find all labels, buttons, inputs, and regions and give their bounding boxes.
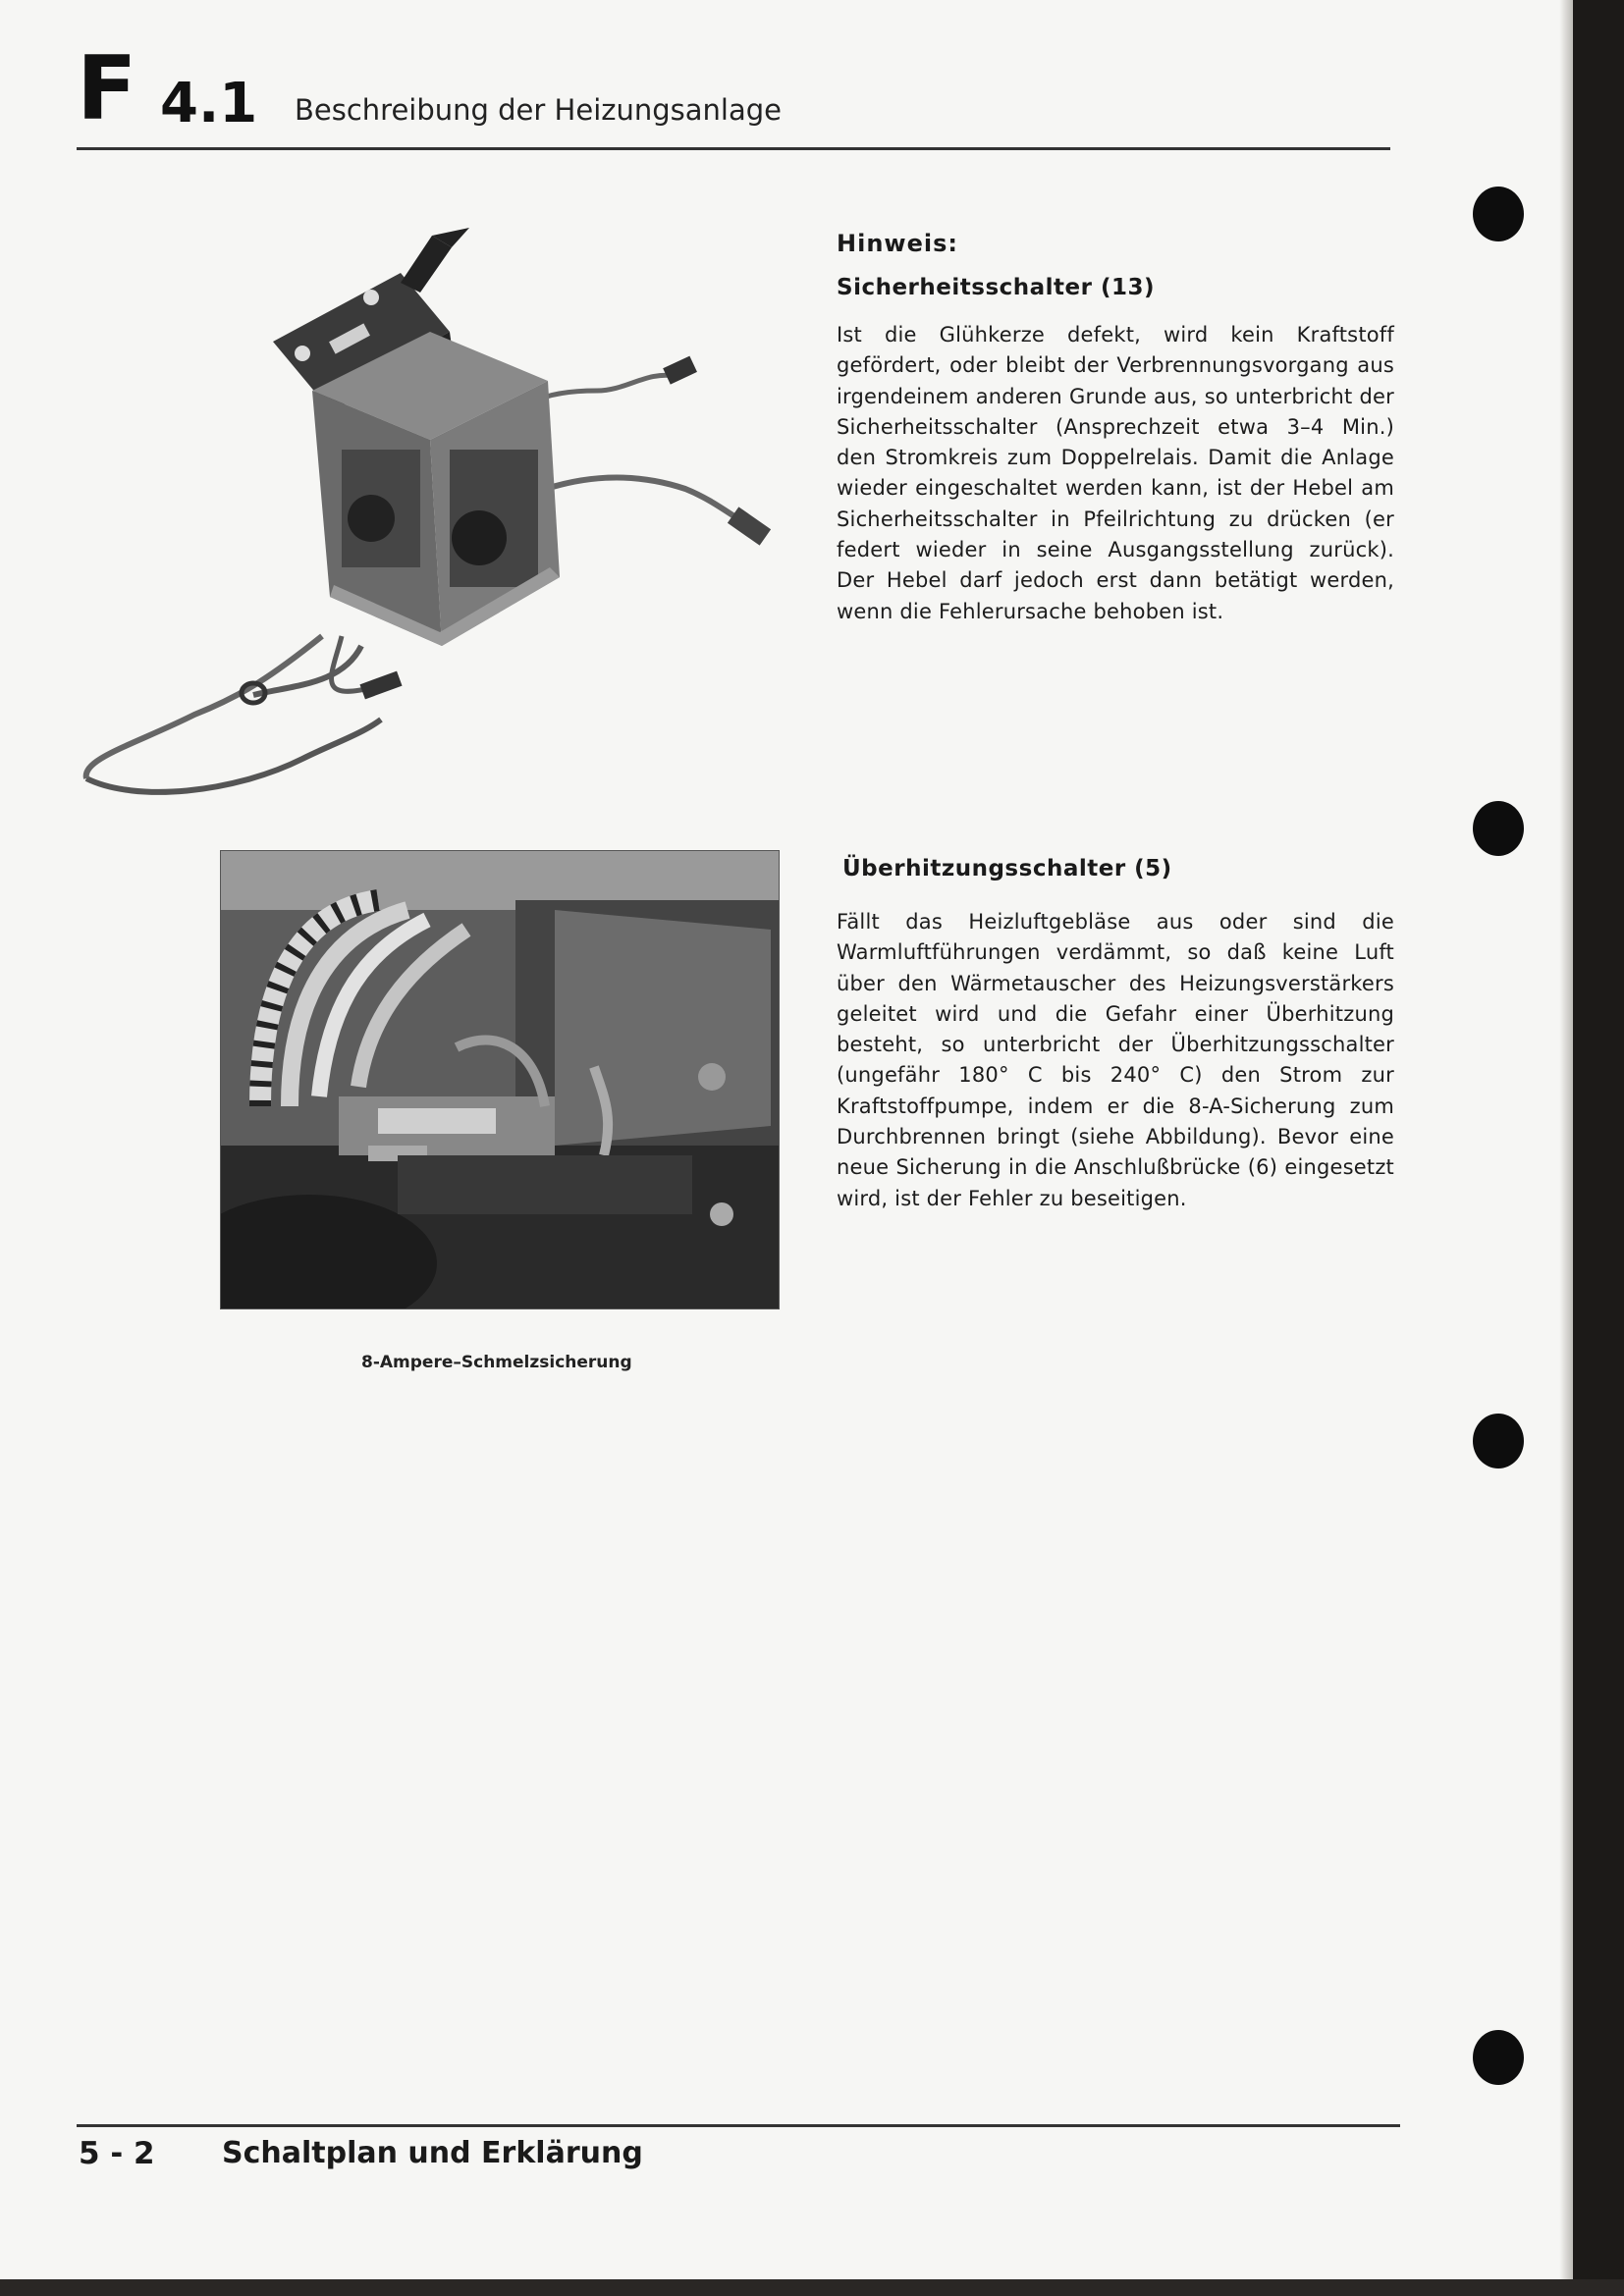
- note-label: Hinweis:: [837, 230, 958, 257]
- footer-title: Schaltplan und Erklärung: [222, 2136, 643, 2170]
- overheat-switch-text: Fällt das Heizluftgebläse aus oder sind die Warmluftführungen verdämmt, so daß keine Luft über den Wärmetauscher des Heizungsverstärkers geleitet wird und die Gefahr einer Überhitzung besteht, so unterbricht der Überhitzungsschalter (ungefähr 180° C bis 240° C) den Strom zur Kraftstoffpumpe, indem er die 8-A-Sicherung zum Durchbrennen bringt (siehe Abbildung). Bevor eine neue Sicherung in die Anschlußbrücke (6) eingesetzt wird, ist der Fehler zu beseitigen.: [837, 910, 1394, 1210]
- figure-caption: 8-Ampere–Schmelzsicherung: [361, 1353, 632, 1372]
- scan-bottom-edge: [0, 2279, 1624, 2296]
- binder-hole-4: [1473, 2030, 1524, 2085]
- overheat-switch-paragraph: [837, 907, 1394, 1214]
- section-letter: F: [77, 37, 137, 140]
- safety-switch-paragraph: [837, 320, 1394, 627]
- safety-switch-photo: [77, 224, 793, 803]
- page-edge-shadow: [1559, 0, 1573, 2296]
- safety-switch-heading: Sicherheitsschalter (13): [837, 275, 1156, 300]
- binder-hole-3: [1473, 1414, 1524, 1468]
- footer-rule: [77, 2124, 1400, 2127]
- scan-background-edge: [1573, 0, 1624, 2296]
- section-number: 4.1: [160, 72, 258, 135]
- page-title: Beschreibung der Heizungsanlage: [295, 93, 782, 127]
- binder-hole-1: [1473, 187, 1524, 241]
- binder-hole-2: [1473, 801, 1524, 856]
- overheat-switch-heading: Überhitzungsschalter (5): [842, 856, 1172, 881]
- page-number: 5 - 2: [79, 2136, 155, 2171]
- header-rule: [77, 147, 1390, 150]
- safety-switch-text: Ist die Glühkerze defekt, wird kein Kraftstoff gefördert, oder bleibt der Verbrennungsvorgang aus irgendeinem anderen Grunde aus, so unterbricht der Sicherheitsschalter (Ansprechzeit etwa 3–4 Min.) den Stromkreis zum Doppelrelais. Damit die Anlage wieder eingeschaltet werden kann, ist der Hebel am Sicherheitsschalter in Pfeilrichtung zu drücken (er federt wieder in seine Ausgangsstellung zurück). Der Hebel darf jedoch erst dann betätigt werden, wenn die Fehlerursache behoben ist.: [837, 323, 1394, 623]
- fuse-photo: [220, 850, 780, 1309]
